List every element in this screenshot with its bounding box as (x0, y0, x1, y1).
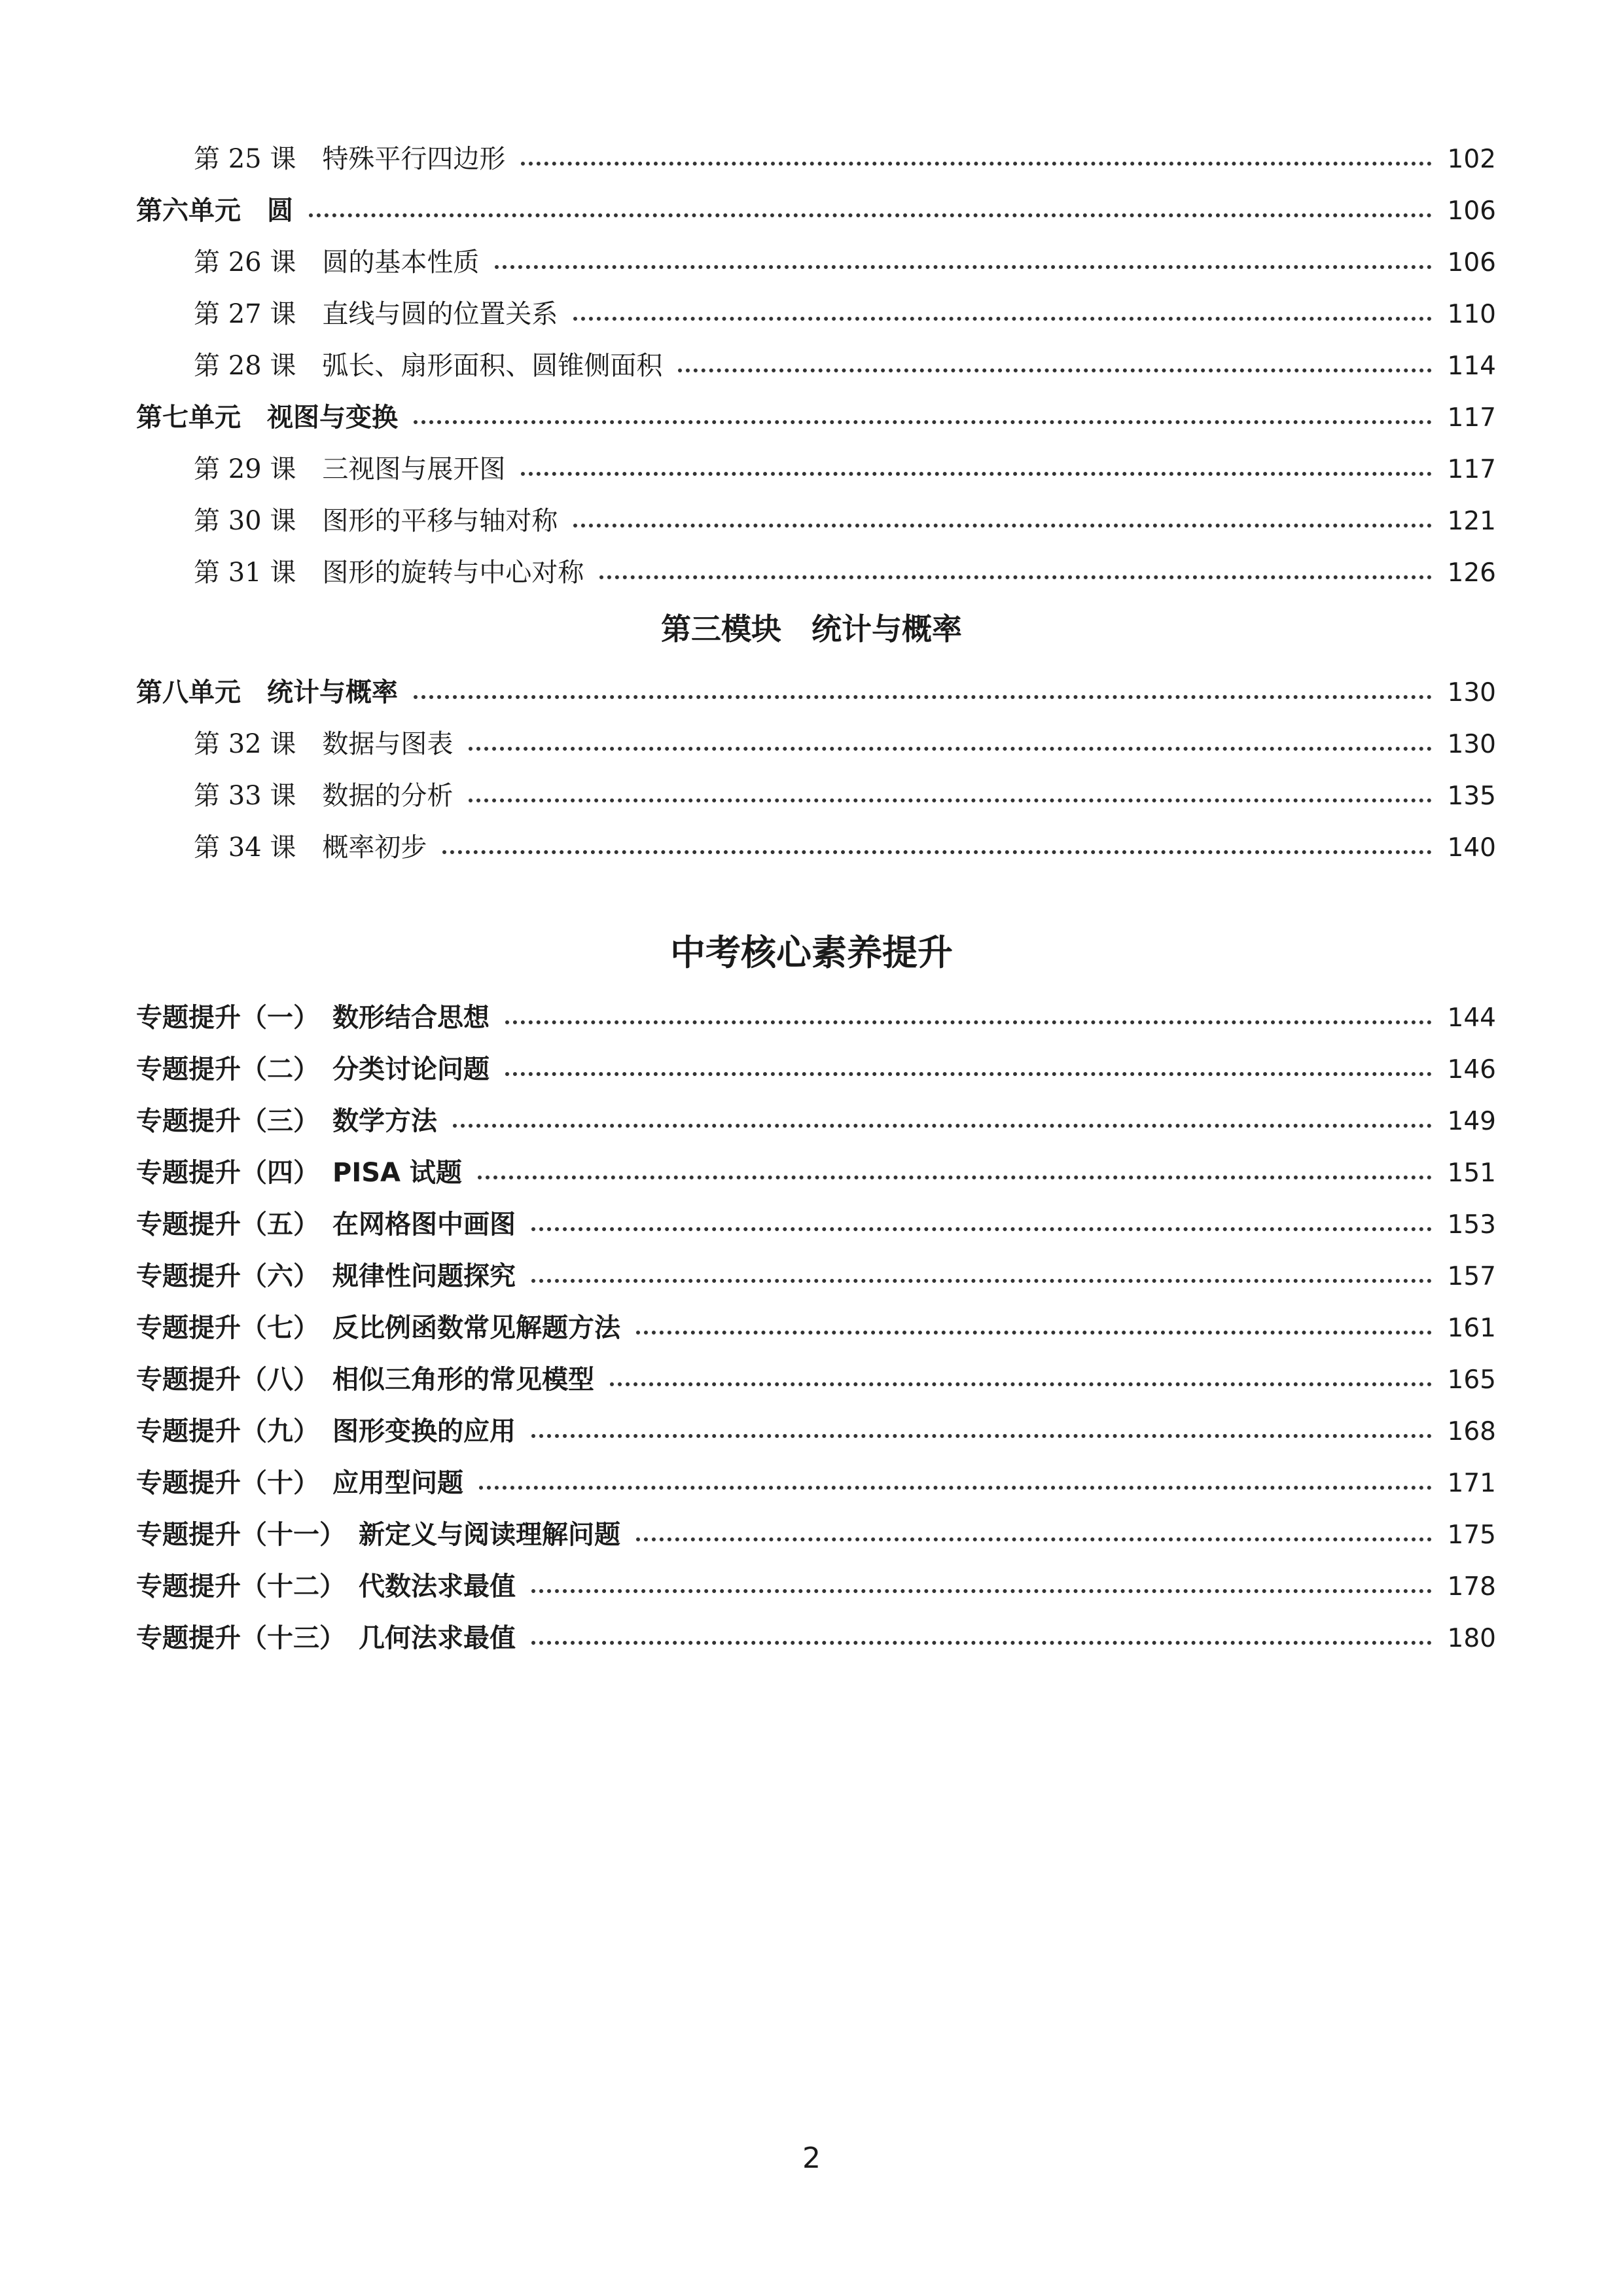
toc-entry-label: 第六单元 圆 (136, 196, 293, 226)
toc-entry-label: 专题提升（九） 图形变换的应用 (136, 1416, 516, 1446)
toc-entry-label: 专题提升（十一） 新定义与阅读理解问题 (136, 1520, 620, 1550)
toc-entry-topic-1[interactable] (136, 986, 1496, 1037)
toc-entry-label: 第 34 课 概率初步 (194, 833, 427, 863)
module-heading: 第三模块 统计与概率 (661, 611, 962, 647)
dot-leader (636, 1537, 1432, 1541)
toc-entry-lesson-28[interactable] (194, 334, 1496, 386)
toc-entry-page: 175 (1447, 1520, 1496, 1550)
dot-leader (678, 368, 1431, 372)
dot-leader (531, 1434, 1432, 1438)
toc-entry-label: 第 33 课 数据的分析 (194, 781, 454, 811)
dot-leader (573, 524, 1431, 528)
toc-entry-page: 165 (1447, 1365, 1496, 1395)
dot-leader (478, 1175, 1432, 1179)
toc-entry-label: 第八单元 统计与概率 (136, 677, 398, 708)
toc-entry-page: 146 (1447, 1055, 1496, 1085)
toc-entry-topic-11[interactable] (136, 1503, 1496, 1554)
toc-entry-label: 专题提升（十三） 几何法求最值 (136, 1623, 516, 1653)
toc-entry-page: 161 (1447, 1314, 1496, 1343)
toc-entry-page: 110 (1447, 300, 1496, 329)
toc-entry-label: 专题提升（一） 数形结合思想 (136, 1003, 490, 1033)
toc-entry-page: 153 (1447, 1210, 1496, 1240)
toc-entry-label: 专题提升（十二） 代数法求最值 (136, 1571, 516, 1602)
toc-entry-page: 135 (1447, 781, 1496, 811)
toc-entry-label: 专题提升（六） 规律性问题探究 (136, 1261, 516, 1291)
toc-entry-label: 第 32 课 数据与图表 (194, 729, 454, 759)
toc-entry-unit-7[interactable] (136, 386, 1496, 437)
toc-entry-lesson-27[interactable] (194, 283, 1496, 334)
dot-leader (531, 1227, 1432, 1231)
toc-entry-topic-5[interactable] (136, 1193, 1496, 1244)
toc-entry-page: 117 (1447, 455, 1496, 484)
toc-entry-page: 130 (1447, 730, 1496, 759)
toc-entry-label: 第 30 课 图形的平移与轴对称 (194, 506, 558, 536)
toc-entry-label: 专题提升（十） 应用型问题 (136, 1468, 463, 1498)
toc-entry-topic-8[interactable] (136, 1348, 1496, 1399)
toc-entry-lesson-29[interactable] (194, 438, 1496, 489)
dot-leader (531, 1589, 1432, 1593)
dot-leader (505, 1072, 1432, 1076)
dot-leader (505, 1020, 1432, 1024)
toc-entry-topic-2[interactable] (136, 1038, 1496, 1089)
part-heading: 中考核心素养提升 (670, 931, 953, 973)
toc-entry-lesson-33[interactable] (194, 764, 1496, 816)
toc-entry-page: 149 (1447, 1107, 1496, 1136)
footer-page-number: 2 (802, 2142, 821, 2175)
toc-entry-topic-7[interactable] (136, 1297, 1496, 1348)
dot-leader (479, 1486, 1432, 1490)
toc-entry-page: 168 (1447, 1417, 1496, 1446)
toc-entry-label: 专题提升（四） PISA 试题 (136, 1158, 462, 1188)
dot-leader (469, 798, 1431, 802)
dot-leader (636, 1331, 1432, 1335)
toc-entry-label: 专题提升（三） 数学方法 (136, 1106, 437, 1136)
toc-entry-label: 第 28 课 弧长、扇形面积、圆锥侧面积 (194, 351, 663, 381)
dot-leader (309, 213, 1432, 217)
toc-entry-page: 157 (1447, 1262, 1496, 1291)
toc-entry-label: 专题提升（八） 相似三角形的常见模型 (136, 1365, 594, 1395)
dot-leader (573, 317, 1431, 321)
toc-entry-lesson-32[interactable] (194, 713, 1496, 764)
dot-leader (414, 695, 1432, 699)
toc-entry-label: 专题提升（七） 反比例函数常见解题方法 (136, 1313, 620, 1343)
toc-entry-label: 第 29 课 三视图与展开图 (194, 454, 506, 484)
dot-leader (414, 420, 1432, 424)
toc-entry-topic-4[interactable] (136, 1141, 1496, 1193)
toc-entry-topic-12[interactable] (136, 1555, 1496, 1606)
toc-entry-page: 171 (1447, 1469, 1496, 1498)
toc-entry-lesson-34[interactable] (194, 816, 1496, 867)
dot-leader (469, 747, 1431, 751)
toc-entry-label: 第 25 课 特殊平行四边形 (194, 144, 506, 174)
toc-entry-topic-6[interactable] (136, 1245, 1496, 1296)
toc-entry-label: 第七单元 视图与变换 (136, 403, 398, 433)
dot-leader (521, 162, 1431, 166)
toc-entry-page: 114 (1447, 351, 1496, 381)
toc-entry-lesson-26[interactable] (194, 231, 1496, 282)
dot-leader (610, 1382, 1432, 1386)
toc-entry-label: 专题提升（二） 分类讨论问题 (136, 1054, 490, 1085)
dot-leader (531, 1279, 1432, 1283)
toc-entry-topic-3[interactable] (136, 1090, 1496, 1141)
toc-entry-page: 106 (1447, 196, 1496, 226)
toc-entry-page: 180 (1447, 1624, 1496, 1653)
toc-entry-page: 178 (1447, 1572, 1496, 1602)
toc-entry-page: 144 (1447, 1003, 1496, 1033)
toc-entry-label: 专题提升（五） 在网格图中画图 (136, 1210, 516, 1240)
toc-entry-label: 第 31 课 图形的旋转与中心对称 (194, 558, 584, 588)
toc-entry-page: 117 (1447, 403, 1496, 433)
toc-entry-page: 130 (1447, 678, 1496, 708)
toc-entry-unit-6[interactable] (136, 179, 1496, 230)
toc-entry-topic-9[interactable] (136, 1400, 1496, 1451)
toc-entry-page: 106 (1447, 248, 1496, 278)
toc-entry-lesson-31[interactable] (194, 541, 1496, 592)
toc-entry-page: 151 (1447, 1158, 1496, 1188)
dot-leader (599, 575, 1431, 579)
toc-entry-label: 第 27 课 直线与圆的位置关系 (194, 299, 558, 329)
toc-entry-unit-8[interactable] (136, 661, 1496, 712)
toc-entry-topic-13[interactable] (136, 1607, 1496, 1658)
dot-leader (442, 850, 1431, 854)
toc-entry-page: 121 (1447, 507, 1496, 536)
dot-leader (521, 472, 1431, 476)
dot-leader (453, 1124, 1432, 1128)
toc-entry-lesson-25[interactable] (194, 128, 1496, 179)
toc-entry-label: 第 26 课 圆的基本性质 (194, 247, 480, 278)
toc-entry-topic-10[interactable] (136, 1452, 1496, 1503)
toc-entry-page: 102 (1447, 145, 1496, 174)
toc-entry-lesson-30[interactable] (194, 490, 1496, 541)
toc-entry-page: 140 (1447, 833, 1496, 863)
dot-leader (531, 1641, 1432, 1645)
toc-entry-page: 126 (1447, 558, 1496, 588)
dot-leader (495, 265, 1431, 269)
